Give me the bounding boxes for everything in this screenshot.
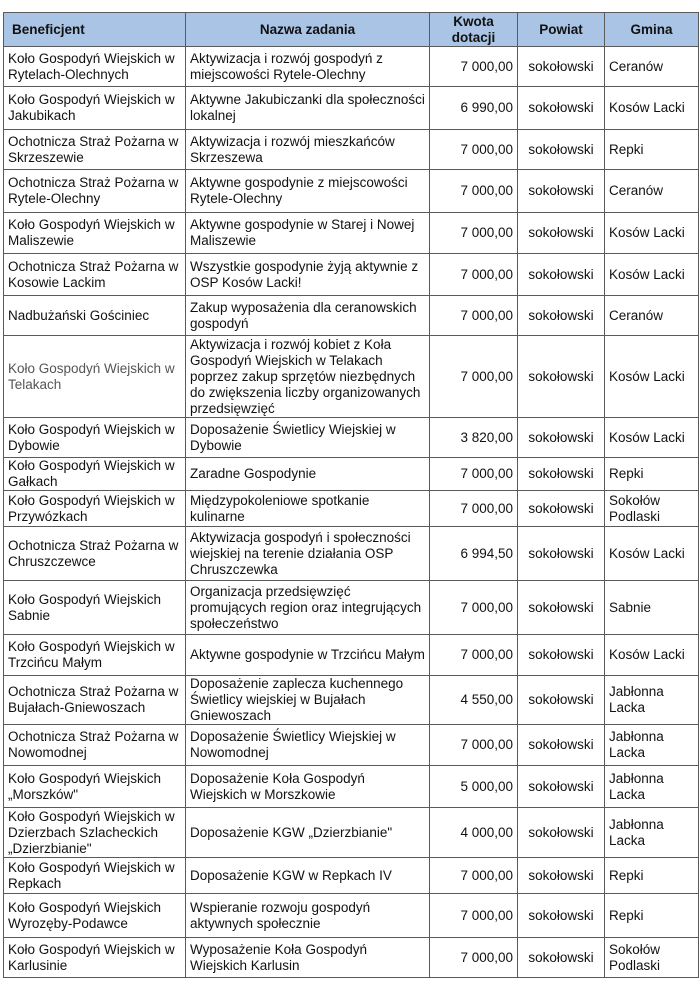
cell-kwota: 6 994,50 xyxy=(430,527,518,581)
cell-gmina: Kosów Lacki xyxy=(605,418,699,458)
cell-beneficjent: Ochotnicza Straż Pożarna w Nowomodnej xyxy=(4,725,186,766)
cell-beneficjent: Ochotnicza Straż Pożarna w Skrzeszewie xyxy=(4,130,186,170)
cell-gmina: Ceranów xyxy=(605,47,699,87)
cell-kwota: 7 000,00 xyxy=(430,894,518,938)
table-row xyxy=(4,491,699,527)
cell-kwota: 7 000,00 xyxy=(430,581,518,635)
cell-beneficjent: Koło Gospodyń Wiejskich w Trzcińcu Małym xyxy=(4,635,186,676)
cell-nazwa-zadania: Wspieranie rozwoju gospodyń aktywnych społecznie xyxy=(186,894,430,938)
cell-kwota: 7 000,00 xyxy=(430,213,518,254)
grant-table xyxy=(3,12,699,978)
cell-kwota: 5 000,00 xyxy=(430,766,518,808)
cell-beneficjent: Koło Gospodyń Wiejskich w Dzierzbach Szlacheckich „Dzierzbianie" xyxy=(4,808,186,858)
cell-gmina: Repki xyxy=(605,894,699,938)
table-row xyxy=(4,170,699,213)
cell-gmina: Kosów Lacki xyxy=(605,635,699,676)
cell-powiat: sokołowski xyxy=(518,725,605,766)
table-row xyxy=(4,676,699,725)
cell-powiat: sokołowski xyxy=(518,491,605,527)
cell-gmina: Repki xyxy=(605,130,699,170)
cell-powiat: sokołowski xyxy=(518,581,605,635)
cell-powiat: sokołowski xyxy=(518,130,605,170)
cell-beneficjent: Koło Gospodyń Wiejskich „Morszków" xyxy=(4,766,186,808)
cell-kwota: 4 000,00 xyxy=(430,808,518,858)
table-row xyxy=(4,130,699,170)
table-row xyxy=(4,527,699,581)
cell-kwota: 7 000,00 xyxy=(430,491,518,527)
cell-beneficjent: Koło Gospodyń Wiejskich w Jakubikach xyxy=(4,87,186,130)
cell-gmina: Jabłonna Lacka xyxy=(605,808,699,858)
table-row xyxy=(4,858,699,894)
table-row xyxy=(4,725,699,766)
cell-nazwa-zadania: Doposażenie Świetlicy Wiejskiej w Nowomodnej xyxy=(186,725,430,766)
cell-kwota: 7 000,00 xyxy=(430,296,518,336)
table-header xyxy=(4,13,699,47)
cell-kwota: 7 000,00 xyxy=(430,458,518,491)
cell-gmina: Kosów Lacki xyxy=(605,254,699,296)
cell-nazwa-zadania: Aktywne gospodynie z miejscowości Rytele-Olechny xyxy=(186,170,430,213)
cell-kwota: 6 990,00 xyxy=(430,87,518,130)
cell-powiat: sokołowski xyxy=(518,296,605,336)
cell-nazwa-zadania: Aktywne gospodynie w Starej i Nowej Maliszewie xyxy=(186,213,430,254)
table-row xyxy=(4,766,699,808)
cell-powiat: sokołowski xyxy=(518,254,605,296)
cell-kwota: 7 000,00 xyxy=(430,47,518,87)
cell-kwota: 7 000,00 xyxy=(430,725,518,766)
cell-gmina: Jabłonna Lacka xyxy=(605,676,699,725)
cell-beneficjent: Koło Gospodyń Wiejskich Wyrozęby-Podawce xyxy=(4,894,186,938)
table-row xyxy=(4,894,699,938)
table-row xyxy=(4,635,699,676)
cell-beneficjent: Koło Gospodyń Wiejskich w Telakach xyxy=(4,336,186,418)
cell-nazwa-zadania: Doposażenie zaplecza kuchennego Świetlicy wiejskiej w Bujałach Gniewoszach xyxy=(186,676,430,725)
cell-kwota: 7 000,00 xyxy=(430,858,518,894)
cell-kwota: 3 820,00 xyxy=(430,418,518,458)
cell-nazwa-zadania: Aktywne Jakubiczanki dla społeczności lokalnej xyxy=(186,87,430,130)
cell-gmina: Ceranów xyxy=(605,296,699,336)
cell-powiat: sokołowski xyxy=(518,808,605,858)
cell-gmina: Kosów Lacki xyxy=(605,527,699,581)
cell-nazwa-zadania: Doposażenie Świetlicy Wiejskiej w Dybowie xyxy=(186,418,430,458)
cell-nazwa-zadania: Międzypokoleniowe spotkanie kulinarne xyxy=(186,491,430,527)
cell-beneficjent: Koło Gospodyń Wiejskich w Maliszewie xyxy=(4,213,186,254)
header-beneficjent: Beneficjent xyxy=(4,13,186,47)
cell-powiat: sokołowski xyxy=(518,635,605,676)
cell-nazwa-zadania: Wyposażenie Koła Gospodyń Wiejskich Karlusin xyxy=(186,938,430,978)
cell-beneficjent: Koło Gospodyń Wiejskich w Gałkach xyxy=(4,458,186,491)
cell-beneficjent: Koło Gospodyń Wiejskich w Karlusinie xyxy=(4,938,186,978)
header-row xyxy=(4,13,699,47)
cell-powiat: sokołowski xyxy=(518,894,605,938)
table-row xyxy=(4,87,699,130)
cell-nazwa-zadania: Aktywizacja i rozwój mieszkańców Skrzeszewa xyxy=(186,130,430,170)
cell-gmina: Sabnie xyxy=(605,581,699,635)
cell-powiat: sokołowski xyxy=(518,938,605,978)
cell-powiat: sokołowski xyxy=(518,87,605,130)
cell-gmina: Repki xyxy=(605,858,699,894)
cell-powiat: sokołowski xyxy=(518,170,605,213)
cell-nazwa-zadania: Zaradne Gospodynie xyxy=(186,458,430,491)
cell-powiat: sokołowski xyxy=(518,418,605,458)
table-row xyxy=(4,418,699,458)
cell-beneficjent: Ochotnicza Straż Pożarna w Chruszczewce xyxy=(4,527,186,581)
header-powiat: Powiat xyxy=(518,13,605,47)
table-row xyxy=(4,938,699,978)
header-nazwa-zadania: Nazwa zadania xyxy=(186,13,430,47)
cell-beneficjent: Ochotnicza Straż Pożarna w Bujałach-Gniewoszach xyxy=(4,676,186,725)
cell-gmina: Kosów Lacki xyxy=(605,87,699,130)
cell-nazwa-zadania: Wszystkie gospodynie żyją aktywnie z OSP Kosów Lacki! xyxy=(186,254,430,296)
cell-beneficjent: Koło Gospodyń Wiejskich w Przywózkach xyxy=(4,491,186,527)
cell-gmina: Repki xyxy=(605,458,699,491)
cell-nazwa-zadania: Aktywizacja i rozwój kobiet z Koła Gospodyń Wiejskich w Telakach poprzez zakup sprzętów niezbędnych do zwiększenia liczby organizowanych przedsięwzięć xyxy=(186,336,430,418)
cell-gmina: Sokołów Podlaski xyxy=(605,938,699,978)
cell-nazwa-zadania: Aktywizacja gospodyń i społeczności wiejskiej na terenie działania OSP Chruszczewka xyxy=(186,527,430,581)
cell-nazwa-zadania: Zakup wyposażenia dla ceranowskich gospodyń xyxy=(186,296,430,336)
table-row xyxy=(4,213,699,254)
table-row xyxy=(4,458,699,491)
cell-nazwa-zadania: Aktywne gospodynie w Trzcińcu Małym xyxy=(186,635,430,676)
cell-beneficjent: Ochotnicza Straż Pożarna w Rytele-Olechny xyxy=(4,170,186,213)
cell-gmina: Jabłonna Lacka xyxy=(605,766,699,808)
cell-powiat: sokołowski xyxy=(518,336,605,418)
cell-powiat: sokołowski xyxy=(518,213,605,254)
cell-powiat: sokołowski xyxy=(518,858,605,894)
cell-gmina: Kosów Lacki xyxy=(605,336,699,418)
cell-nazwa-zadania: Doposażenie KGW „Dzierzbianie" xyxy=(186,808,430,858)
cell-beneficjent: Ochotnicza Straż Pożarna w Kosowie Lackim xyxy=(4,254,186,296)
cell-beneficjent: Koło Gospodyń Wiejskich w Rytelach-Olechnych xyxy=(4,47,186,87)
cell-beneficjent: Koło Gospodyń Wiejskich w Dybowie xyxy=(4,418,186,458)
cell-nazwa-zadania: Organizacja przedsięwzięć promujących region oraz integrujących społeczeństwo xyxy=(186,581,430,635)
cell-gmina: Ceranów xyxy=(605,170,699,213)
table-body xyxy=(4,47,699,978)
cell-gmina: Kosów Lacki xyxy=(605,213,699,254)
cell-kwota: 7 000,00 xyxy=(430,635,518,676)
cell-nazwa-zadania: Doposażenie KGW w Repkach IV xyxy=(186,858,430,894)
cell-kwota: 7 000,00 xyxy=(430,938,518,978)
cell-kwota: 7 000,00 xyxy=(430,336,518,418)
cell-kwota: 7 000,00 xyxy=(430,254,518,296)
table-row xyxy=(4,47,699,87)
cell-gmina: Sokołów Podlaski xyxy=(605,491,699,527)
header-gmina: Gmina xyxy=(605,13,699,47)
cell-powiat: sokołowski xyxy=(518,47,605,87)
table-row xyxy=(4,296,699,336)
table-row xyxy=(4,808,699,858)
table-row xyxy=(4,581,699,635)
table-row xyxy=(4,336,699,418)
cell-nazwa-zadania: Aktywizacja i rozwój gospodyń z miejscowości Rytele-Olechny xyxy=(186,47,430,87)
cell-kwota: 7 000,00 xyxy=(430,130,518,170)
cell-kwota: 7 000,00 xyxy=(430,170,518,213)
table-row xyxy=(4,254,699,296)
cell-gmina: Jabłonna Lacka xyxy=(605,725,699,766)
header-kwota-dotacji: Kwota dotacji xyxy=(430,13,518,47)
cell-beneficjent: Nadbużański Gościniec xyxy=(4,296,186,336)
cell-powiat: sokołowski xyxy=(518,766,605,808)
cell-nazwa-zadania: Doposażenie Koła Gospodyń Wiejskich w Morszkowie xyxy=(186,766,430,808)
cell-beneficjent: Koło Gospodyń Wiejskich w Repkach xyxy=(4,858,186,894)
cell-beneficjent: Koło Gospodyń Wiejskich Sabnie xyxy=(4,581,186,635)
cell-powiat: sokołowski xyxy=(518,676,605,725)
cell-powiat: sokołowski xyxy=(518,527,605,581)
cell-kwota: 4 550,00 xyxy=(430,676,518,725)
cell-powiat: sokołowski xyxy=(518,458,605,491)
